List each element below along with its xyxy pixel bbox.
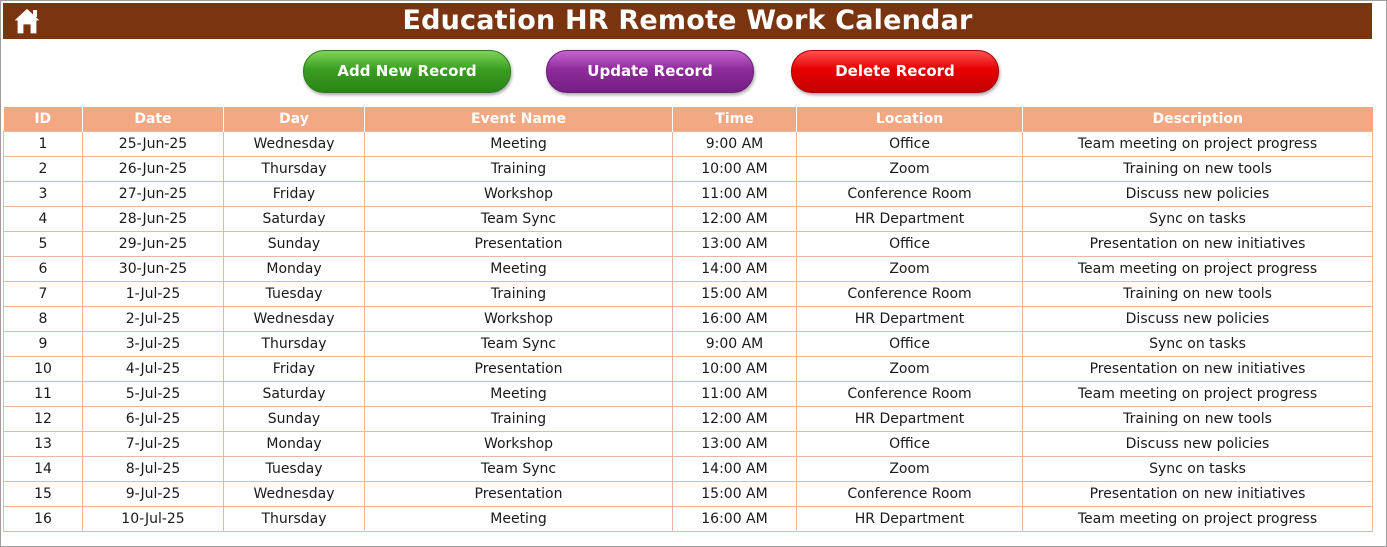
table-row[interactable]: [4, 357, 1373, 382]
cell-location[interactable]: Office: [797, 432, 1023, 457]
cell-day[interactable]: Sunday: [224, 407, 365, 432]
cell-event-name[interactable]: Meeting: [365, 507, 673, 532]
cell-date[interactable]: 28-Jun-25: [83, 207, 224, 232]
cell-time[interactable]: 14:00 AM: [673, 457, 797, 482]
column-header-description[interactable]: Description: [1023, 107, 1373, 132]
cell-location[interactable]: HR Department: [797, 507, 1023, 532]
cell-event-name[interactable]: Training: [365, 157, 673, 182]
table-row[interactable]: [4, 232, 1373, 257]
cell-id[interactable]: 16: [4, 507, 83, 532]
cell-day[interactable]: Saturday: [224, 207, 365, 232]
cell-time[interactable]: 12:00 AM: [673, 207, 797, 232]
table-row[interactable]: [4, 307, 1373, 332]
column-header-date[interactable]: Date: [83, 107, 224, 132]
cell-location[interactable]: Zoom: [797, 257, 1023, 282]
add-new-record-button[interactable]: Add New Record: [303, 50, 511, 93]
cell-time[interactable]: 12:00 AM: [673, 407, 797, 432]
cell-description[interactable]: Training on new tools: [1023, 157, 1373, 182]
cell-time[interactable]: 16:00 AM: [673, 307, 797, 332]
cell-description[interactable]: Sync on tasks: [1023, 207, 1373, 232]
cell-location[interactable]: HR Department: [797, 307, 1023, 332]
cell-date[interactable]: 2-Jul-25: [83, 307, 224, 332]
cell-event-name[interactable]: Workshop: [365, 307, 673, 332]
cell-event-name[interactable]: Meeting: [365, 132, 673, 157]
cell-location[interactable]: HR Department: [797, 407, 1023, 432]
cell-id[interactable]: 1: [4, 132, 83, 157]
table-row[interactable]: [4, 457, 1373, 482]
cell-day[interactable]: Monday: [224, 432, 365, 457]
cell-time[interactable]: 15:00 AM: [673, 282, 797, 307]
table-row[interactable]: [4, 157, 1373, 182]
cell-description[interactable]: Team meeting on project progress: [1023, 132, 1373, 157]
cell-date[interactable]: 27-Jun-25: [83, 182, 224, 207]
cell-event-name[interactable]: Meeting: [365, 382, 673, 407]
cell-date[interactable]: 6-Jul-25: [83, 407, 224, 432]
table-body: [4, 132, 1373, 532]
cell-event-name[interactable]: Team Sync: [365, 457, 673, 482]
cell-id[interactable]: 7: [4, 282, 83, 307]
cell-time[interactable]: 10:00 AM: [673, 357, 797, 382]
cell-day[interactable]: Wednesday: [224, 482, 365, 507]
cell-event-name[interactable]: Training: [365, 282, 673, 307]
cell-id[interactable]: 14: [4, 457, 83, 482]
cell-description[interactable]: Team meeting on project progress: [1023, 382, 1373, 407]
table-row[interactable]: [4, 507, 1373, 532]
page-title: Education HR Remote Work Calendar: [402, 5, 973, 36]
cell-description[interactable]: Training on new tools: [1023, 407, 1373, 432]
cell-event-name[interactable]: Team Sync: [365, 332, 673, 357]
cell-description[interactable]: Presentation on new initiatives: [1023, 357, 1373, 382]
table-row[interactable]: [4, 207, 1373, 232]
cell-event-name[interactable]: Workshop: [365, 182, 673, 207]
cell-date[interactable]: 10-Jul-25: [83, 507, 224, 532]
cell-event-name[interactable]: Training: [365, 407, 673, 432]
cell-id[interactable]: 2: [4, 157, 83, 182]
cell-day[interactable]: Tuesday: [224, 282, 365, 307]
cell-day[interactable]: Tuesday: [224, 457, 365, 482]
cell-id[interactable]: 15: [4, 482, 83, 507]
cell-description[interactable]: Discuss new policies: [1023, 182, 1373, 207]
table-row[interactable]: [4, 382, 1373, 407]
table-row[interactable]: [4, 332, 1373, 357]
cell-description[interactable]: Team meeting on project progress: [1023, 507, 1373, 532]
cell-date[interactable]: 4-Jul-25: [83, 357, 224, 382]
table-row[interactable]: [4, 282, 1373, 307]
cell-description[interactable]: Discuss new policies: [1023, 432, 1373, 457]
cell-day[interactable]: Friday: [224, 182, 365, 207]
table-row[interactable]: [4, 407, 1373, 432]
cell-location[interactable]: Conference Room: [797, 282, 1023, 307]
column-header-time[interactable]: Time: [673, 107, 797, 132]
cell-id[interactable]: 3: [4, 182, 83, 207]
cell-event-name[interactable]: Meeting: [365, 257, 673, 282]
cell-description[interactable]: Training on new tools: [1023, 282, 1373, 307]
cell-time[interactable]: 13:00 AM: [673, 232, 797, 257]
cell-day[interactable]: Thursday: [224, 507, 365, 532]
cell-time[interactable]: 9:00 AM: [673, 132, 797, 157]
cell-id[interactable]: 4: [4, 207, 83, 232]
cell-date[interactable]: 3-Jul-25: [83, 332, 224, 357]
table-row[interactable]: [4, 432, 1373, 457]
cell-event-name[interactable]: Team Sync: [365, 207, 673, 232]
cell-location[interactable]: Office: [797, 232, 1023, 257]
delete-record-button[interactable]: Delete Record: [791, 50, 999, 93]
cell-date[interactable]: 8-Jul-25: [83, 457, 224, 482]
table-row[interactable]: [4, 132, 1373, 157]
cell-location[interactable]: Conference Room: [797, 382, 1023, 407]
home-icon[interactable]: [11, 6, 43, 36]
cell-date[interactable]: 30-Jun-25: [83, 257, 224, 282]
cell-id[interactable]: 5: [4, 232, 83, 257]
cell-time[interactable]: 11:00 AM: [673, 182, 797, 207]
column-header-event-name[interactable]: Event Name: [365, 107, 673, 132]
cell-day[interactable]: Saturday: [224, 382, 365, 407]
cell-time[interactable]: 9:00 AM: [673, 332, 797, 357]
cell-day[interactable]: Sunday: [224, 232, 365, 257]
cell-time[interactable]: 15:00 AM: [673, 482, 797, 507]
cell-time[interactable]: 16:00 AM: [673, 507, 797, 532]
cell-day[interactable]: Thursday: [224, 332, 365, 357]
cell-id[interactable]: 13: [4, 432, 83, 457]
cell-date[interactable]: 26-Jun-25: [83, 157, 224, 182]
cell-date[interactable]: 29-Jun-25: [83, 232, 224, 257]
cell-id[interactable]: 6: [4, 257, 83, 282]
cell-description[interactable]: Team meeting on project progress: [1023, 257, 1373, 282]
cell-description[interactable]: Sync on tasks: [1023, 332, 1373, 357]
records-table: [3, 107, 1373, 532]
column-header-id[interactable]: ID: [4, 107, 83, 132]
cell-location[interactable]: Zoom: [797, 157, 1023, 182]
cell-location[interactable]: Conference Room: [797, 482, 1023, 507]
cell-id[interactable]: 12: [4, 407, 83, 432]
table-row[interactable]: [4, 257, 1373, 282]
table-row[interactable]: [4, 482, 1373, 507]
cell-event-name[interactable]: Presentation: [365, 232, 673, 257]
cell-id[interactable]: 11: [4, 382, 83, 407]
cell-description[interactable]: Sync on tasks: [1023, 457, 1373, 482]
table-header-row: [4, 107, 1373, 132]
cell-description[interactable]: Presentation on new initiatives: [1023, 232, 1373, 257]
title-bar: [3, 3, 1372, 39]
cell-date[interactable]: 25-Jun-25: [83, 132, 224, 157]
cell-time[interactable]: 13:00 AM: [673, 432, 797, 457]
cell-location[interactable]: Zoom: [797, 457, 1023, 482]
cell-location[interactable]: Zoom: [797, 357, 1023, 382]
cell-date[interactable]: 5-Jul-25: [83, 382, 224, 407]
cell-location[interactable]: Office: [797, 132, 1023, 157]
cell-location[interactable]: Conference Room: [797, 182, 1023, 207]
cell-day[interactable]: Wednesday: [224, 132, 365, 157]
cell-day[interactable]: Wednesday: [224, 307, 365, 332]
cell-location[interactable]: Office: [797, 332, 1023, 357]
cell-day[interactable]: Thursday: [224, 157, 365, 182]
column-header-day[interactable]: Day: [224, 107, 365, 132]
cell-location[interactable]: HR Department: [797, 207, 1023, 232]
column-header-location[interactable]: Location: [797, 107, 1023, 132]
cell-description[interactable]: Discuss new policies: [1023, 307, 1373, 332]
cell-id[interactable]: 8: [4, 307, 83, 332]
cell-time[interactable]: 10:00 AM: [673, 157, 797, 182]
cell-event-name[interactable]: Workshop: [365, 432, 673, 457]
cell-date[interactable]: 1-Jul-25: [83, 282, 224, 307]
cell-event-name[interactable]: Presentation: [365, 357, 673, 382]
update-record-button[interactable]: Update Record: [546, 50, 754, 93]
cell-event-name[interactable]: Presentation: [365, 482, 673, 507]
cell-date[interactable]: 9-Jul-25: [83, 482, 224, 507]
cell-id[interactable]: 10: [4, 357, 83, 382]
cell-time[interactable]: 14:00 AM: [673, 257, 797, 282]
table-row[interactable]: [4, 182, 1373, 207]
cell-time[interactable]: 11:00 AM: [673, 382, 797, 407]
cell-date[interactable]: 7-Jul-25: [83, 432, 224, 457]
cell-day[interactable]: Monday: [224, 257, 365, 282]
cell-id[interactable]: 9: [4, 332, 83, 357]
cell-day[interactable]: Friday: [224, 357, 365, 382]
cell-description[interactable]: Presentation on new initiatives: [1023, 482, 1373, 507]
